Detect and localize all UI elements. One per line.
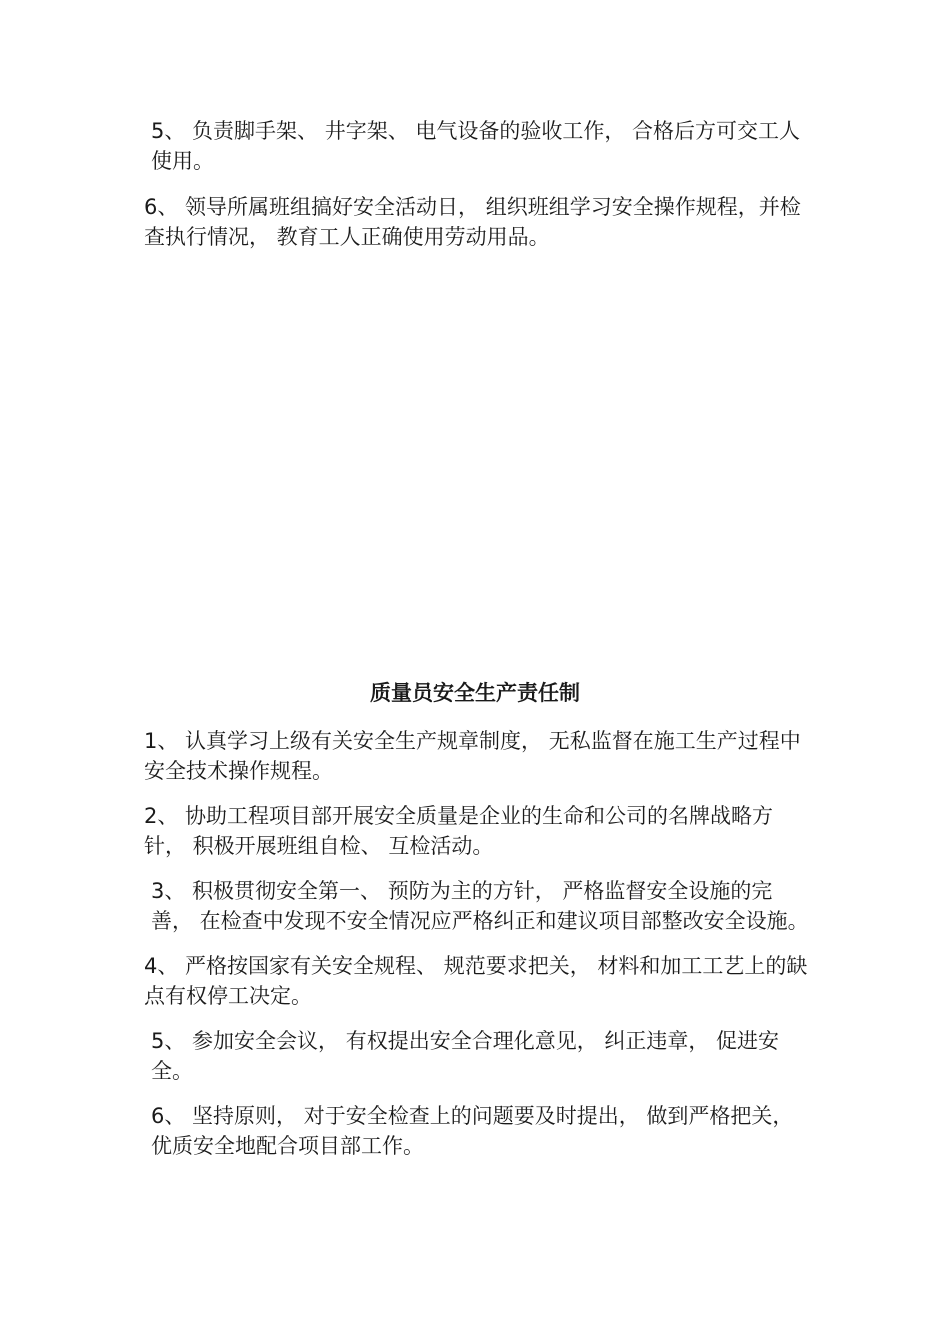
section-paragraph-2: 2、 协助工程项目部开展安全质量是企业的生命和公司的名牌战略方针， 积极开展班组自检、 互检活动。 [144,804,774,858]
top-paragraphs [144,116,809,252]
section-paragraph-6: 6、 坚持原则， 对于安全检查上的问题要及时提出， 做到严格把关， 优质安全地配合项目部工作。 [151,1104,794,1158]
section-paragraph-5: 5、 参加安全会议， 有权提出安全合理化意见， 纠正违章， 促进安全。 [151,1029,780,1083]
section-paragraphs [144,726,809,1161]
section-title: 质量员安全生产责任制 [370,681,580,705]
paragraph-item-6: 6、 领导所属班组搞好安全活动日， 组织班组学习安全操作规程，并检查执行情况， 教育工人正确使用劳动用品。 [144,195,801,249]
section-paragraph-3: 3、 积极贯彻安全第一、 预防为主的方针， 严格监督安全设施的完善， 在检查中发现不安全情况应严格纠正和建议项目部整改安全设施。 [151,879,809,933]
section-paragraph-1: 1、 认真学习上级有关安全生产规章制度， 无私监督在施工生产过程中安全技术操作规程。 [144,729,801,783]
section-paragraph-4: 4、 严格按国家有关安全规程、 规范要求把关， 材料和加工工艺上的缺点有权停工决定。 [144,954,808,1008]
paragraph-item-5: 5、 负责脚手架、 井字架、 电气设备的验收工作， 合格后方可交工人使用。 [151,119,801,173]
